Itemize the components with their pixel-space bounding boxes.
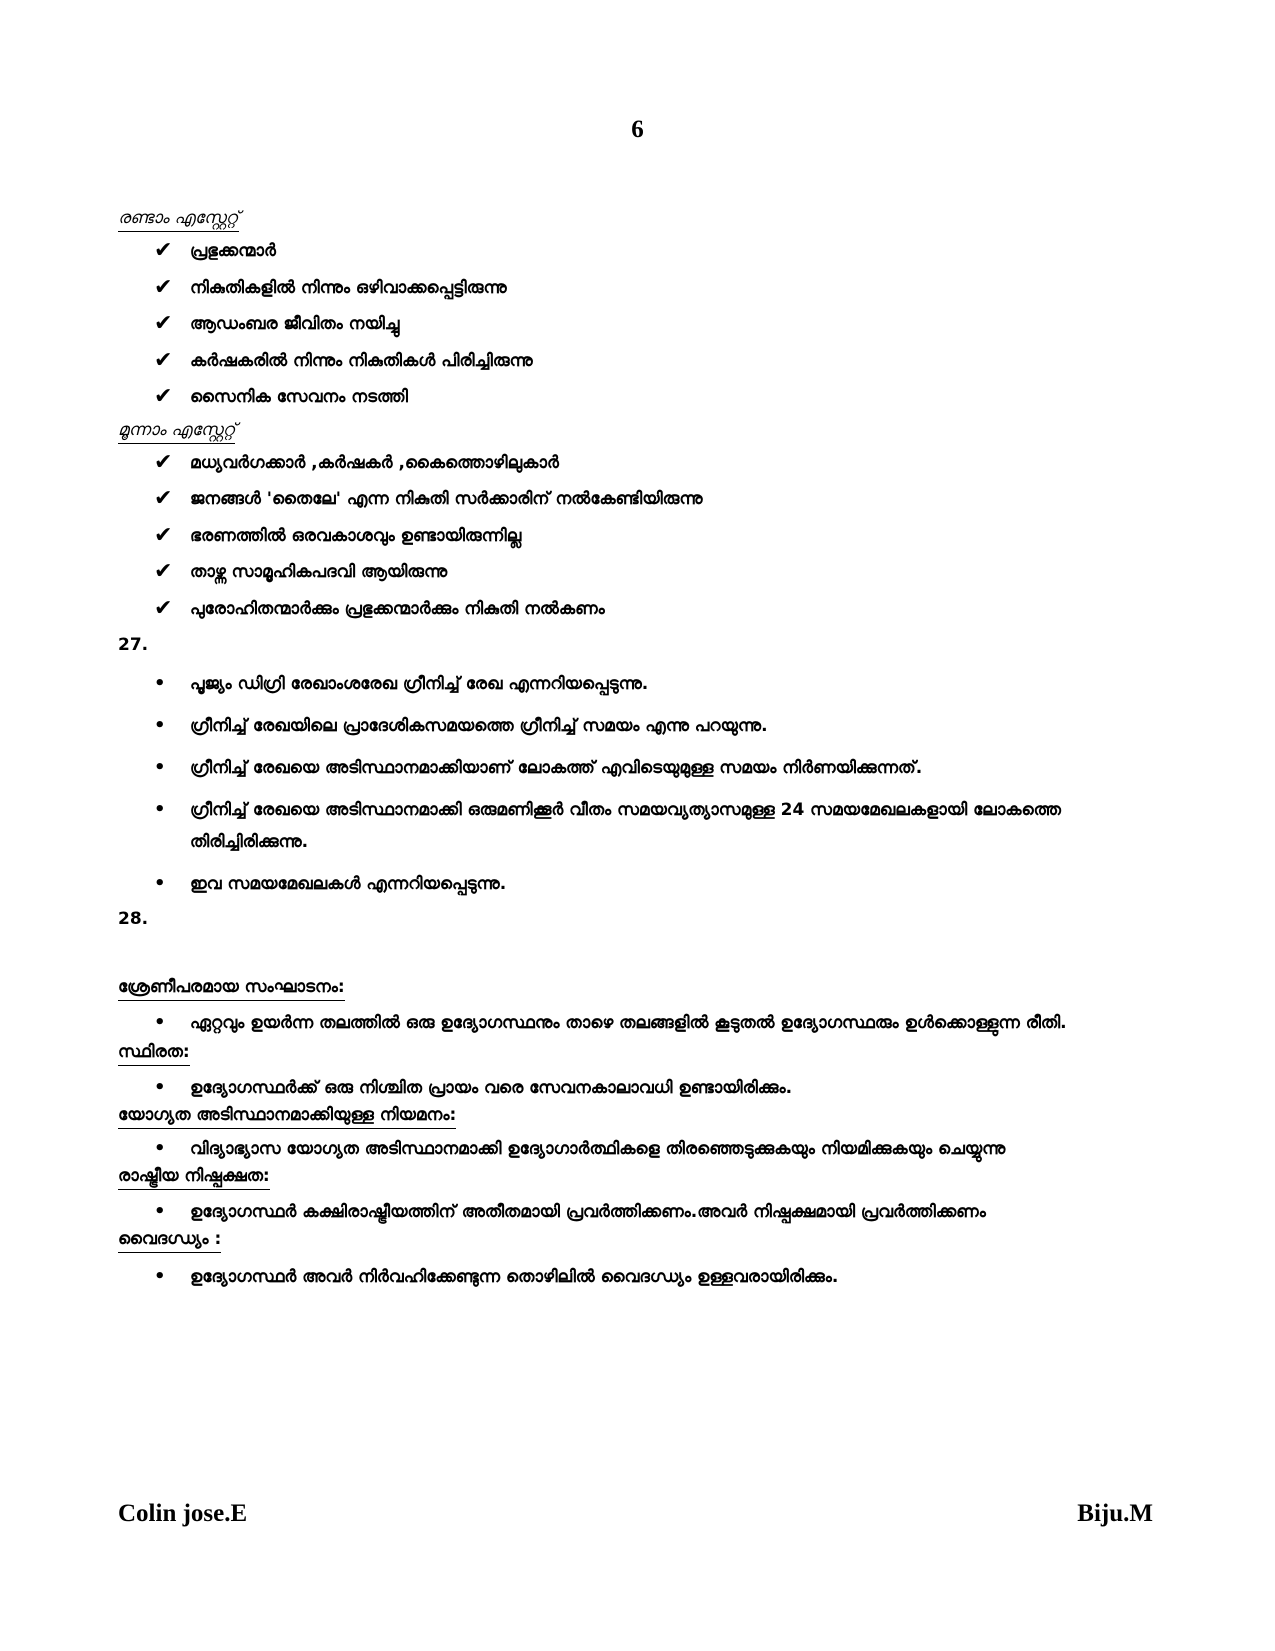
estate3-list: [118, 448, 1158, 631]
bullet-icon: •: [154, 1012, 166, 1033]
estate2-section: [118, 207, 1158, 419]
question-27-list: [118, 668, 1158, 900]
footer-author-left: Colin jose.E: [118, 1500, 248, 1527]
q28-heading-expertise: വൈദഗ്ധ്യം :: [118, 1228, 221, 1253]
list-item: • ഗ്രീനിച്ച് രേഖയെ അടിസ്ഥാനമാക്കിയാണ് ലോകത്ത് എവിടെയുമുള്ള സമയം നിർണയിക്കുന്നത്.: [118, 752, 1158, 784]
q28-heading-hierarchy: ശ്രേണീപരമായ സംഘാടനം:: [118, 976, 345, 1001]
estate3-section: [118, 419, 1158, 631]
list-item: ✔ മധ്യവർഗക്കാർ ,കർഷകർ ,കൈത്തൊഴിലുകാർ: [118, 448, 1158, 485]
list-item: ✔ പുരോഹിതന്മാർക്കും പ്രഭുക്കന്മാർക്കും നികുതി നൽകണം: [118, 594, 1158, 631]
bullet-icon: •: [154, 873, 166, 894]
footer-author-right: Biju.M: [1077, 1500, 1153, 1527]
list-item: ✔ കർഷകരിൽ നിന്നും നികുതികൾ പിരിച്ചിരുന്നു: [118, 346, 1158, 383]
check-icon: ✔: [154, 595, 173, 621]
check-icon: ✔: [154, 384, 173, 409]
list-item: ✔ നികുതികളിൽ നിന്നും ഒഴിവാക്കപ്പെട്ടിരുന്നു: [118, 273, 1158, 310]
list-item: • ഏറ്റവും ഉയർന്ന തലത്തിൽ ഒരു ഉദ്യോഗസ്ഥനും താഴെ തലങ്ങളിൽ കൂടുതൽ ഉദ്യോഗസ്ഥരും ഉൾക്കൊള്ളുന്ന രീതി.: [118, 1007, 1158, 1039]
q28-heading-stability: സ്ഥിരത:: [118, 1041, 190, 1066]
question-28-number: 28.: [118, 909, 149, 929]
q28-section-expertise: [118, 1228, 1158, 1293]
list-item: • വിദ്യാഭ്യാസ യോഗ്യത അടിസ്ഥാനമാക്കി ഉദ്യോഗാർത്ഥികളെ തിരഞ്ഞെടുക്കുകയും നിയമിക്കുകയും ചെയ്യുന്നു: [118, 1133, 1158, 1165]
list-item: ✔ സൈനിക സേവനം നടത്തി: [118, 382, 1158, 419]
list-item: • ഗ്രീനിച്ച് രേഖയെ അടിസ്ഥാനമാക്കി ഒരുമണിക്കൂർ വീതം സമയവ്യത്യാസമുള്ള 24 സമയമേഖലകളായി ലോകത്തെ തിരിച്ചിരിക്കുന്നു.: [118, 794, 1158, 858]
q28-section-hierarchy: [118, 976, 1158, 1039]
check-icon: ✔: [154, 522, 173, 548]
bullet-icon: •: [154, 715, 166, 736]
list-item: • ഉദ്യോഗസ്ഥർക്ക് ഒരു നിശ്ചിത പ്രായം വരെ സേവനകാലാവധി ഉണ്ടായിരിക്കും.: [118, 1072, 1158, 1104]
q28-heading-neutrality: രാഷ്ട്രീയ നിഷ്പക്ഷത:: [118, 1165, 270, 1190]
bullet-icon: •: [154, 1077, 166, 1098]
list-item: ✔ പ്രഭുക്കന്മാർ: [118, 236, 1158, 273]
q28-section-neutrality: [118, 1165, 1158, 1228]
bullet-icon: •: [154, 757, 166, 778]
list-item: ✔ ഭരണത്തിൽ ഒരവകാശവും ഉണ്ടായിരുന്നില്ല: [118, 521, 1158, 558]
check-icon: ✔: [154, 311, 173, 336]
estate2-list: [118, 236, 1158, 419]
page-content: [118, 207, 1158, 1303]
list-item: • ഗ്രീനിച്ച് രേഖയിലെ പ്രാദേശികസമയത്തെ ഗ്രീനിച്ച് സമയം എന്നു പറയുന്നു.: [118, 710, 1158, 742]
check-icon: ✔: [154, 274, 173, 300]
list-item: • ഉദ്യോഗസ്ഥർ അവർ നിർവഹിക്കേണ്ടുന്ന തൊഴിലിൽ വൈദഗ്ധ്യം ഉള്ളവരായിരിക്കും.: [118, 1261, 1158, 1293]
question-27-number: 27.: [118, 635, 149, 655]
estate2-heading: രണ്ടാം എസ്റ്റേറ്റ്: [118, 207, 239, 232]
list-item: • ഉദ്യോഗസ്ഥർ കക്ഷിരാഷ്ട്രീയത്തിന് അതീതമായി പ്രവർത്തിക്കണം.അവർ നിഷ്പക്ഷമായി പ്രവർത്തിക്കണം: [118, 1196, 1158, 1228]
list-item: ✔ ആഡംബര ജീവിതം നയിച്ചു: [118, 309, 1158, 346]
list-item: • ഇവ സമയമേഖലകൾ എന്നറിയപ്പെടുന്നു.: [118, 868, 1158, 900]
bullet-icon: •: [154, 1266, 166, 1287]
check-icon: ✔: [154, 486, 173, 511]
check-icon: ✔: [154, 449, 173, 475]
bullet-icon: •: [154, 1138, 166, 1159]
bullet-icon: •: [154, 673, 166, 694]
check-icon: ✔: [154, 559, 173, 584]
bullet-icon: •: [154, 799, 166, 820]
page-number: 6: [631, 116, 644, 143]
list-item: • പൂജ്യം ഡിഗ്രി രേഖാംശരേഖ ഗ്രീനിച്ച് രേഖ എന്നറിയപ്പെടുന്നു.: [118, 668, 1158, 700]
bullet-icon: •: [154, 1201, 166, 1222]
check-icon: ✔: [154, 347, 173, 373]
q28-heading-merit: യോഗ്യത അടിസ്ഥാനമാക്കിയുള്ള നിയമനം:: [118, 1104, 456, 1129]
estate3-heading: മൂന്നാം എസ്റ്റേറ്റ്: [118, 419, 235, 444]
check-icon: ✔: [154, 238, 173, 263]
list-item: ✔ താഴ്ന്ന സാമൂഹികപദവി ആയിരുന്നു: [118, 557, 1158, 594]
q28-section-merit: [118, 1104, 1158, 1165]
list-item: ✔ ജനങ്ങൾ 'തൈലേ' എന്ന നികുതി സർക്കാരിന് നൽകേണ്ടിയിരുന്നു: [118, 484, 1158, 521]
q28-section-stability: [118, 1041, 1158, 1104]
